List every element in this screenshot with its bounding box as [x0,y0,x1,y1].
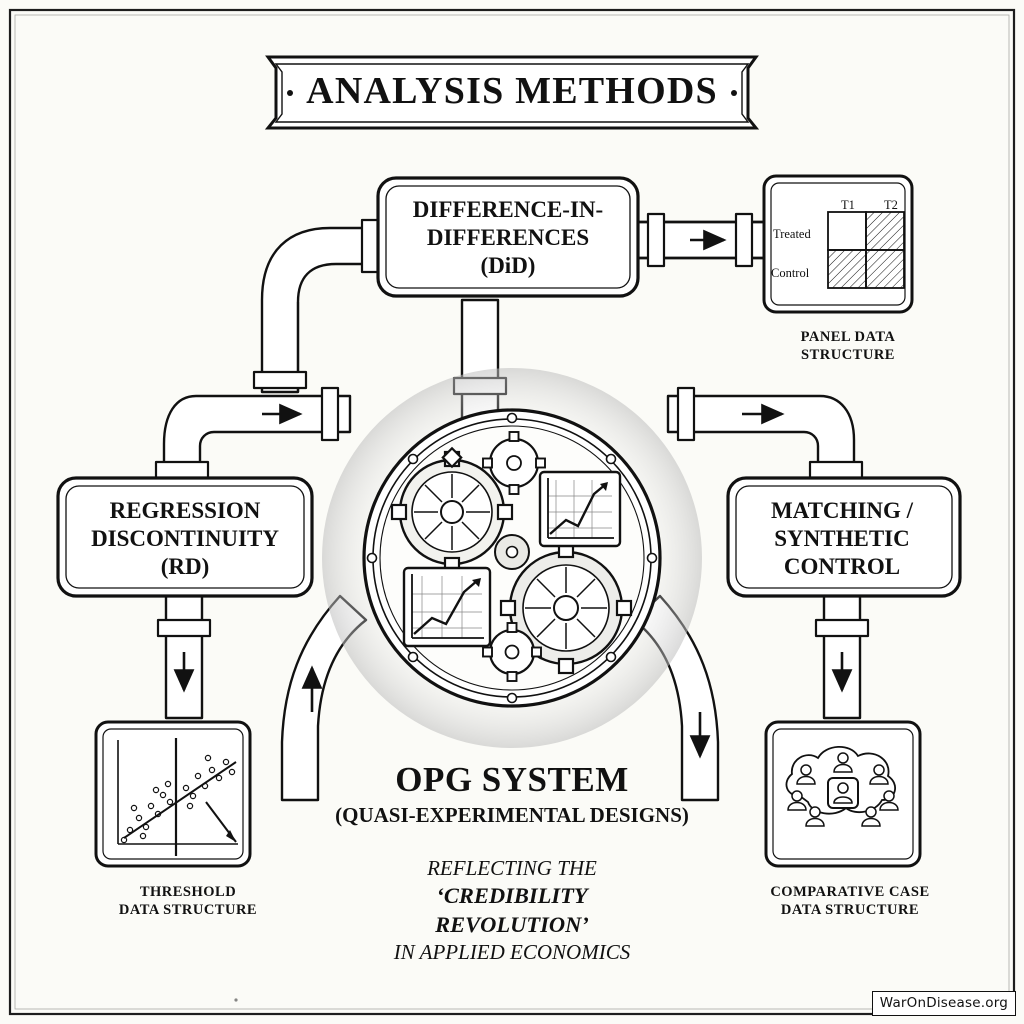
caption-comparative-line1: COMPARATIVE CASE [770,884,930,900]
msc-line-2: SYNTHETIC [774,526,910,552]
msc-line-3: CONTROL [783,554,901,580]
did-line-2: DIFFERENCES [426,225,590,251]
gear-icon [495,535,529,569]
method-label-msc [731,497,953,581]
pipe-did-to-panel [636,214,770,266]
method-label-rd [62,497,308,581]
hub-machine [322,368,702,748]
line-chart-icon [404,568,490,646]
matrix-col-label-t2: T2 [884,198,898,212]
line-chart-icon [540,472,620,546]
rd-line-2: DISCONTINUITY [91,526,279,552]
matrix-row-label-treated: Treated [773,227,811,241]
pipe-hub-to-rd [156,388,350,482]
system-tagline [362,855,662,966]
caption-threshold-line2: DATA STRUCTURE [118,902,258,919]
did-line-1: DIFFERENCE-IN- [412,197,604,222]
matrix-row-label-control: Control [771,266,810,280]
panel-data-structure-icon [764,176,912,312]
method-label-did [381,196,635,280]
pipe-rd-to-threshold [158,596,210,718]
rd-line-1: REGRESSION [109,498,261,523]
caption-comparative-line2: DATA STRUCTURE [780,902,920,919]
msc-line-1: MATCHING / [770,498,914,523]
caption-comparative-case [742,883,958,919]
threshold-data-structure-icon [96,722,250,866]
pipe-msc-to-comparative [816,596,868,718]
system-title: OPG SYSTEM [395,760,629,799]
caption-panel-data-line1: PANEL DATA [800,329,896,345]
comparative-case-icon [766,722,920,866]
page-title: ANALYSIS METHODS [306,70,718,112]
matrix-col-label-t1: T1 [841,198,855,212]
tagline-line-1: REFLECTING THE [427,856,597,880]
tagline-line-2: ‘CREDIBILITY REVOLUTION’ [435,882,589,937]
system-subtitle: (QUASI-EXPERIMENTAL DESIGNS) [335,803,689,827]
caption-threshold-line1: THRESHOLD [139,884,237,900]
caption-threshold-data [88,883,288,919]
did-line-3: (DiD) [480,253,536,279]
watermark: WarOnDisease.org [872,991,1016,1016]
caption-panel-data-line2: STRUCTURE [801,347,895,364]
rd-line-3: (RD) [160,554,210,580]
caption-panel-data [748,328,948,364]
tagline-line-3: IN APPLIED ECONOMICS [393,940,631,965]
pipe-hub-to-msc [668,388,862,482]
